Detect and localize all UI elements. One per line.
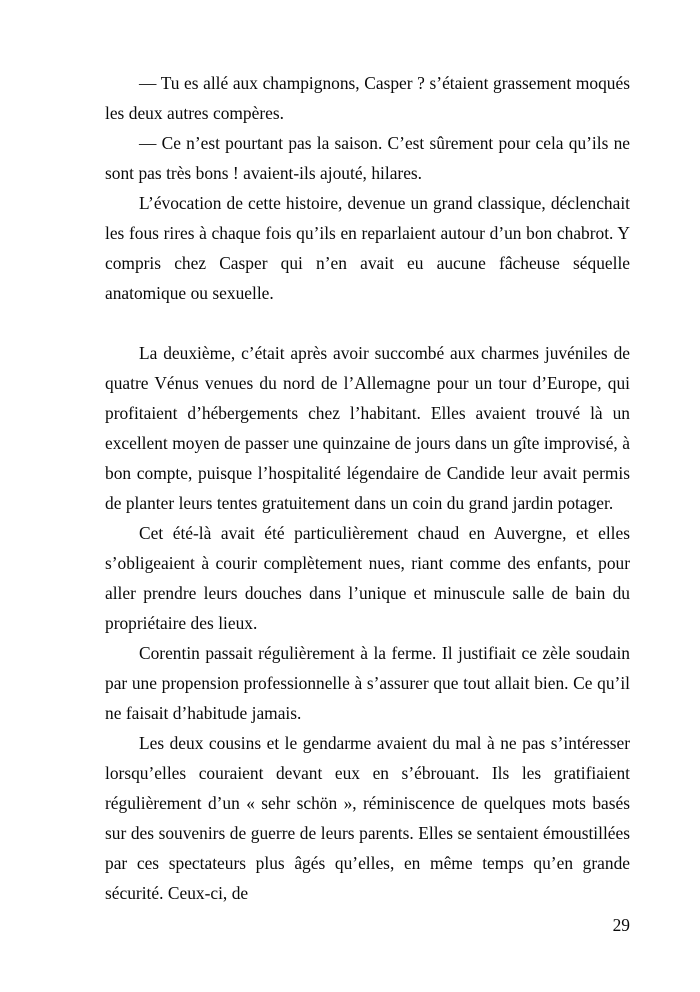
body-text-column	[105, 68, 630, 908]
text-block-1	[105, 68, 630, 308]
page-number: 29	[612, 915, 630, 935]
paragraph: — Ce n’est pourtant pas la saison. C’est sûrement pour cela qu’ils ne sont pas très bons ! avaient-ils ajouté, hilares.	[105, 133, 630, 183]
paragraph: — Tu es allé aux champignons, Casper ? s’étaient grassement moqués les deux autres compères.	[105, 73, 630, 123]
paragraph: Corentin passait régulièrement à la ferme. Il justifiait ce zèle soudain par une propension professionnelle à s’assurer que tout allait bien. Ce qu’il ne faisait d’habitude jamais.	[105, 643, 630, 723]
paragraph: Cet été-là avait été particulièrement chaud en Auvergne, et elles s’obligeaient à courir complètement nues, riant comme des enfants, pour aller prendre leurs douches dans l’unique et minuscule salle de bain du propriétaire des lieux.	[105, 523, 630, 633]
paragraph: Les deux cousins et le gendarme avaient du mal à ne pas s’intéresser lorsqu’elles couraient devant eux en s’ébrouant. Ils les gratifiaient régulièrement d’un « sehr schön », réminiscence de quelques mots basés sur des souvenirs de guerre de leurs parents. Elles se sentaient émoustillées par ces spectateurs plus âgés qu’elles, en même temps qu’en grande sécurité. Ceux-ci, de	[105, 733, 630, 903]
paragraph: L’évocation de cette histoire, devenue un grand classique, déclenchait les fous rires à chaque fois qu’ils en reparlaient autour d’un bon chabrot. Y compris chez Casper qui n’en avait eu aucune fâcheuse séquelle anatomique ou sexuelle.	[105, 193, 630, 303]
paragraph: La deuxième, c’était après avoir succombé aux charmes juvéniles de quatre Vénus venues du nord de l’Allemagne pour un tour d’Europe, qui profitaient d’hébergements chez l’habitant. Elles avaient trouvé là un excellent moyen de passer une quinzaine de jours dans un gîte improvisé, à bon compte, puisque l’hospitalité légendaire de Candide leur avait permis de planter leurs tentes gratuitement dans un coin du grand jardin potager.	[105, 343, 630, 513]
text-block-2	[105, 338, 630, 908]
